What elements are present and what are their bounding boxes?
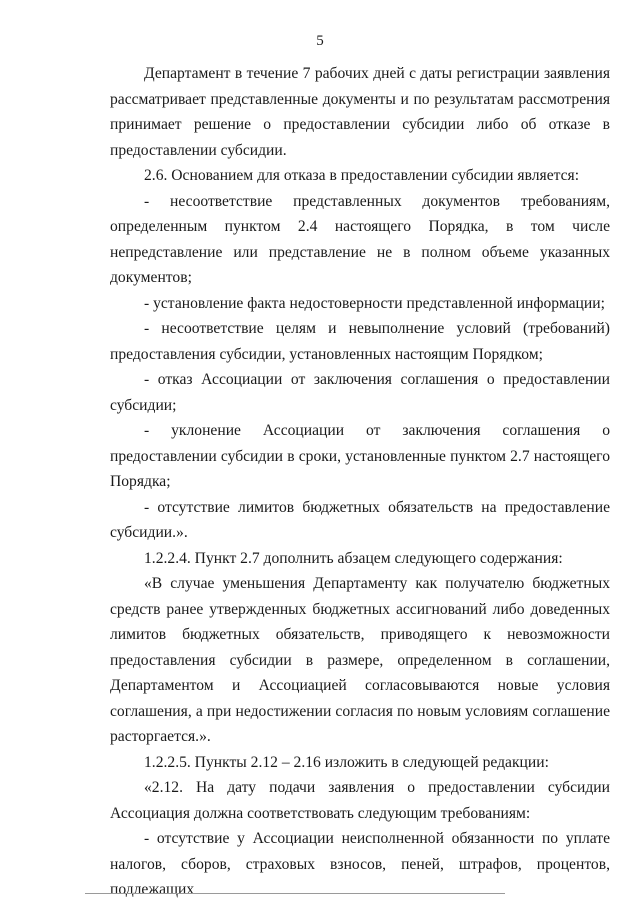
- paragraph-clause-1-2-2-4: 1.2.2.4. Пункт 2.7 дополнить абзацем следующего содержания:: [144, 549, 563, 567]
- list-item-agreement-evasion: - уклонение Ассоциации от заключения соглашения о предоставлении субсидии в сроки, установленные пунктом 2.7 настоящего Порядка;: [110, 422, 610, 490]
- list-item-agreement-refusal: - отказ Ассоциации от заключения соглашения о предоставлении субсидии;: [110, 371, 610, 414]
- list-item-no-tax-debt: - отсутствие у Ассоциации неисполненной обязанности по уплате налогов, сборов, страховых взносов, пеней, штрафов, процентов, подлежащих: [110, 830, 610, 898]
- list-item-conditions-not-met: - несоответствие целям и невыполнение условий (требований) предоставления субсидии, установленных настоящим Порядком;: [110, 320, 610, 363]
- page-bottom-rule: [85, 893, 505, 894]
- paragraph-clause-1-2-2-5: 1.2.2.5. Пункты 2.12 – 2.16 изложить в следующей редакции:: [144, 753, 549, 771]
- page-number: 5: [316, 33, 324, 49]
- paragraph-refusal-grounds-heading: 2.6. Основанием для отказа в предоставлении субсидии является:: [144, 167, 580, 184]
- paragraph-clause-2-12: «2.12. На дату подачи заявления о предоставлении субсидии Ассоциация должна соответствовать следующим требованиям:: [110, 779, 610, 822]
- list-item-no-budget-limits: - отсутствие лимитов бюджетных обязательств на предоставление субсидии.».: [110, 498, 610, 541]
- list-item-documents-mismatch: - несоответствие представленных документов требованиям, определенным пунктом 2.4 настоящего Порядка, в том числе непредставление или представление не в полном объеме указанных документов;: [110, 192, 610, 286]
- paragraph-budget-reduction: «В случае уменьшения Департаменту как получателю бюджетных средств ранее утвержденных бюджетных ассигнований либо доведенных лимитов бюджетных обязательств, приводящего к невозможности предоставления субсидии в размере, определенном в соглашении, Департаментом и Ассоциацией согласовываются новые условия соглашения, а при недостижении согласия по новым условиям соглашение расторгается.».: [110, 575, 610, 745]
- paragraph-department-review: Департамент в течение 7 рабочих дней с даты регистрации заявления рассматривает представленные документы и по результатам рассмотрения принимает решение о предоставлении субсидии либо об отказе в предоставлении субсидии.: [110, 65, 610, 159]
- list-item-false-information: - установление факта недостоверности представленной информации;: [144, 294, 605, 312]
- document-body: [110, 61, 610, 903]
